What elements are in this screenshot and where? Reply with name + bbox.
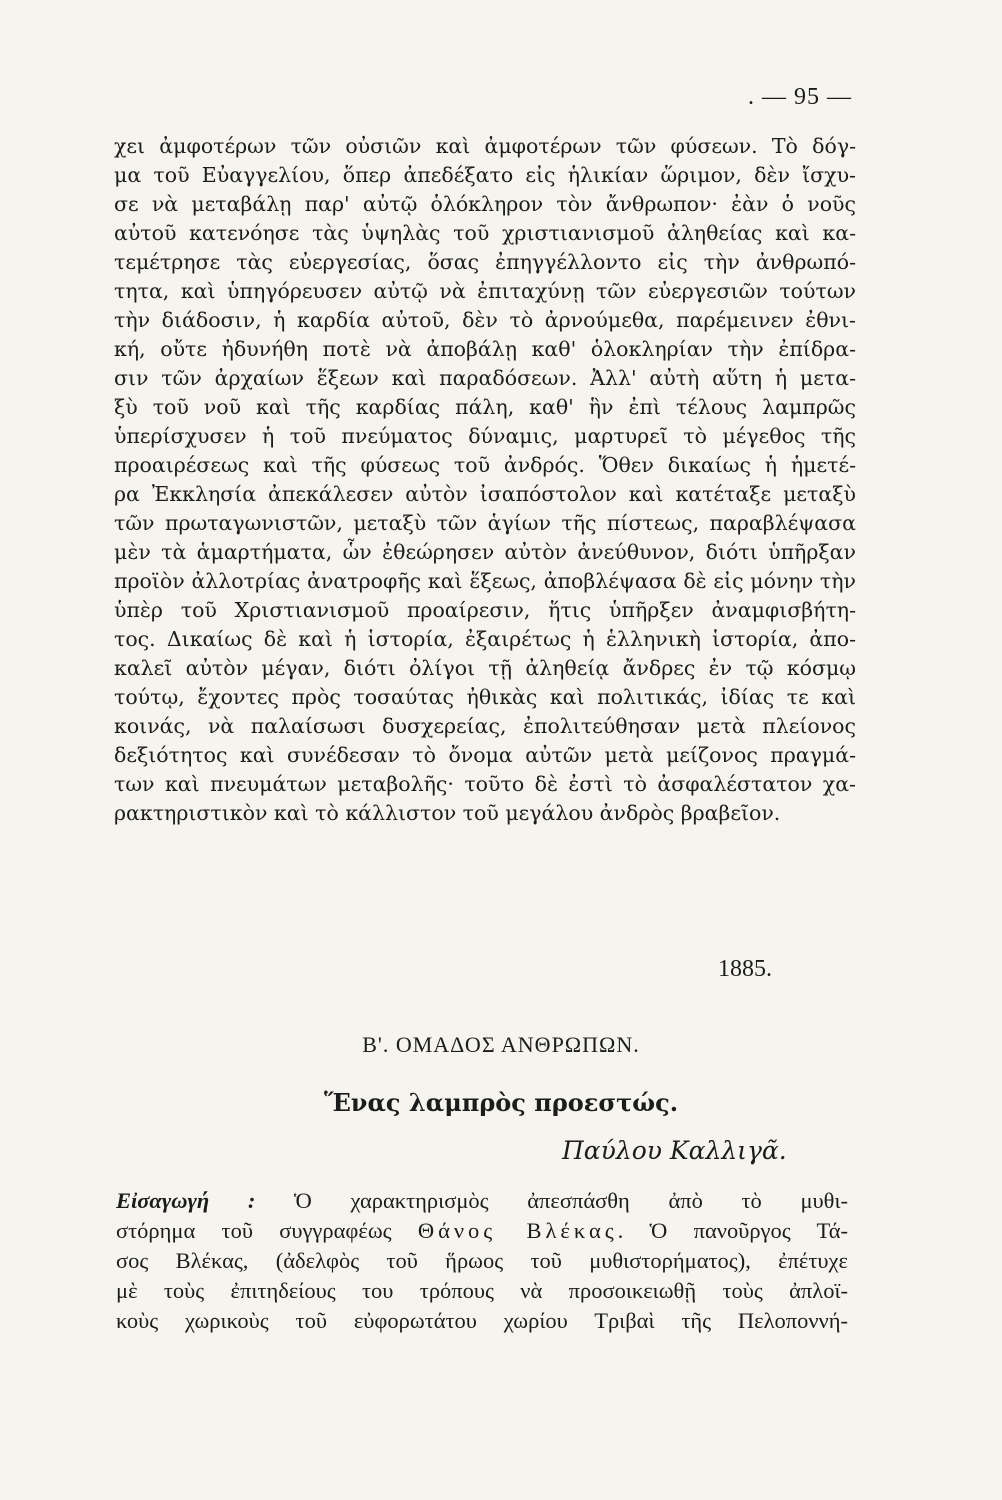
intro-line-text: στόρημα τοῦ συγγραφέως <box>116 1218 392 1243</box>
body-paragraph <box>114 132 856 828</box>
text-line: τεμέτρησε τὰς εὐεργεσίας, ὅσας ἐπηγγέλλοντο εἰς τὴν ἀνθρωπό- <box>114 250 856 274</box>
article-title: Ἕνας λαμπρὸς προεστώς. <box>323 1088 679 1117</box>
date-signature: 1885. <box>718 956 772 982</box>
page-number: . — 95 — <box>748 84 852 110</box>
text-line: καλεῖ αὐτὸν μέγαν, διότι ὀλίγοι τῇ ἀληθείᾳ ἄνδρες ἐν τῷ κόσμῳ <box>114 656 856 680</box>
text-line: ρα Ἐκκλησία ἀπεκάλεσεν αὐτὸν ἰσαπόστολον καὶ κατέταξε μεταξὺ <box>114 482 856 506</box>
text-line: αὐτοῦ κατενόησε τὰς ὑψηλὰς τοῦ χριστιανισμοῦ ἀληθείας καὶ κα- <box>114 221 856 245</box>
text-line: προϊὸν ἀλλοτρίας ἀνατροφῆς καὶ ἕξεως, ἀποβλέψασα δὲ εἰς μόνην τὴν <box>114 569 856 593</box>
text-line: τῶν πρωταγωνιστῶν, μεταξὺ τῶν ἁγίων τῆς πίστεως, παραβλέψασα <box>114 511 856 535</box>
text-line: μὲν τὰ ἁμαρτήματα, ὧν ἐθεώρησεν αὐτὸν ἀνεύθυνον, διότι ὑπῆρξαν <box>114 540 856 564</box>
novel-title: Θάνος Βλέκας <box>417 1218 618 1243</box>
text-line: τὴν διάδοσιν, ἡ καρδία αὐτοῦ, δὲν τὸ ἀρνούμεθα, παρέμεινεν ἐθνι- <box>114 308 856 332</box>
text-line: χει ἀμφοτέρων τῶν οὐσιῶν καὶ ἀμφοτέρων τῶν φύσεων. Τὸ δόγ- <box>114 134 856 158</box>
intro-label: Εἰσαγωγή : <box>116 1188 256 1213</box>
section-heading: Β'. ΟΜΑΔΟΣ ΑΝΘΡΩΠΩΝ. <box>362 1032 640 1057</box>
text-line: ξὺ τοῦ νοῦ καὶ τῆς καρδίας πάλη, καθ' ἣν ἐπὶ τέλους λαμπρῶς <box>114 395 856 419</box>
introduction-paragraph <box>116 1186 848 1336</box>
text-line: προαιρέσεως καὶ τῆς φύσεως τοῦ ἀνδρός. Ὅθεν δικαίως ἡ ἡμετέ- <box>114 453 856 477</box>
article-author: Παύλου Καλλιγᾶ. <box>562 1136 787 1165</box>
text-line: δεξιότητος καὶ συνέδεσαν τὸ ὄνομα αὐτῶν μετὰ μείζονος πραγμά- <box>114 743 856 767</box>
text-line: κοινάς, νὰ παλαίσωσι δυσχερείας, ἐπολιτεύθησαν μετὰ πλείονος <box>114 714 856 738</box>
text-line: σε νὰ μεταβάλῃ παρ' αὐτῷ ὁλόκληρον τὸν ἄνθρωπον· ἐὰν ὁ νοῦς <box>114 192 856 216</box>
intro-text-line: κοὺς χωρικοὺς τοῦ εὐφορωτάτου χωρίου Τριβαὶ τῆς Πελοποννή- <box>116 1308 848 1333</box>
intro-text-line: σος Βλέκας, (ἀδελφὸς τοῦ ἥρωος τοῦ μυθιστορήματος), ἐπέτυχε <box>116 1248 848 1273</box>
text-line: τητα, καὶ ὑπηγόρευσεν αὐτῷ νὰ ἐπιταχύνῃ τῶν εὐεργεσιῶν τούτων <box>114 279 856 303</box>
text-line: ὑπὲρ τοῦ Χριστιανισμοῦ προαίρεσιν, ἥτις ὑπῆρξεν ἀναμφισβήτη- <box>114 598 856 622</box>
text-line: ρακτηριστικὸν καὶ τὸ κάλλιστον τοῦ μεγάλου ἀνδρὸς βραβεῖον. <box>114 801 781 825</box>
intro-text-line: μὲ τοὺς ἐπιτηδείους του τρόπους νὰ προσοικειωθῇ τοὺς ἀπλοϊ- <box>116 1278 848 1303</box>
intro-line-text: . Ὁ πανοῦργος Τά- <box>617 1218 848 1243</box>
intro-second-line <box>116 1216 848 1246</box>
text-line: των καὶ πνευμάτων μεταβολῆς· τοῦτο δὲ ἐστὶ τὸ ἀσφαλέστατον χα- <box>114 772 856 796</box>
text-line: τούτῳ, ἔχοντες πρὸς τοσαύτας ἠθικὰς καὶ πολιτικάς, ἰδίας τε καὶ <box>114 685 856 709</box>
text-line: σιν τῶν ἀρχαίων ἕξεων καὶ παραδόσεων. Ἀλλ' αὐτὴ αὕτη ἡ μετα- <box>114 366 856 390</box>
text-line: κή, οὔτε ἠδυνήθη ποτὲ νὰ ἀποβάλῃ καθ' ὁλοκληρίαν τὴν ἐπίδρα- <box>114 337 856 361</box>
intro-first-line <box>116 1186 848 1216</box>
intro-remaining-lines <box>116 1246 848 1336</box>
text-line: μα τοῦ Εὐαγγελίου, ὅπερ ἀπεδέξατο εἰς ἡλικίαν ὥριμον, δὲν ἴσχυ- <box>114 163 856 187</box>
text-line: τος. Δικαίως δὲ καὶ ἡ ἱστορία, ἐξαιρέτως ἡ ἑλληνικὴ ἱστορία, ἀπο- <box>114 627 856 651</box>
text-line: ὑπερίσχυσεν ἡ τοῦ πνεύματος δύναμις, μαρτυρεῖ τὸ μέγεθος τῆς <box>114 424 856 448</box>
intro-line-text: Ὁ χαρακτηρισμὸς ἀπεσπάσθη ἀπὸ τὸ μυθι- <box>294 1188 848 1213</box>
